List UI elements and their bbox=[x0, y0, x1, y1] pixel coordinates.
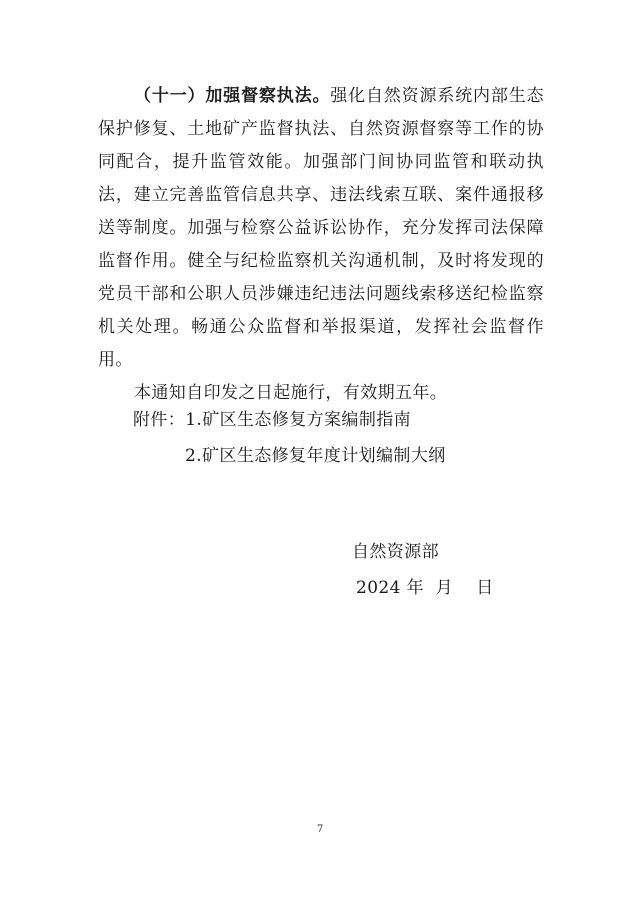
section-body-text: 强化自然资源系统内部生态保护修复、土地矿产监督执法、自然资源督察等工作的协同配合，提升监管效能。加强部门间协同监管和联动执法，建立完善监管信息共享、违法线索互联、案件通报移送等制度。加强与检察公益诉讼协作，充分发挥司法保障监督作用。健全与纪检监察机关沟通机制，及时将发现的党员干部和公职人员涉嫌违纪违法问题线索移送纪检监察机关处理。畅通公众监督和举报渠道，发挥社会监督作用。 bbox=[98, 86, 544, 370]
attachments-label: 附件： bbox=[133, 410, 186, 430]
attachment-title-1: 1.矿区生态修复方案编制指南 bbox=[185, 410, 412, 430]
attachment-title-2: 2.矿区生态修复年度计划编制大纲 bbox=[185, 446, 446, 466]
issuer-name: 自然资源部 bbox=[352, 542, 439, 562]
signature-block bbox=[352, 534, 494, 606]
section-eleven-paragraph bbox=[98, 80, 544, 377]
attachments-list bbox=[133, 402, 446, 474]
section-heading: （十一）加强督察执法。 bbox=[134, 86, 331, 106]
attachment-item-1 bbox=[133, 402, 446, 438]
attachment-item-2 bbox=[133, 438, 446, 474]
effective-notice: 本通知自印发之日起施行，有效期五年。 bbox=[134, 383, 448, 403]
page-number: 7 bbox=[316, 824, 324, 835]
issue-date: 2024 年 月 日 bbox=[356, 578, 494, 598]
document-body bbox=[98, 80, 544, 410]
